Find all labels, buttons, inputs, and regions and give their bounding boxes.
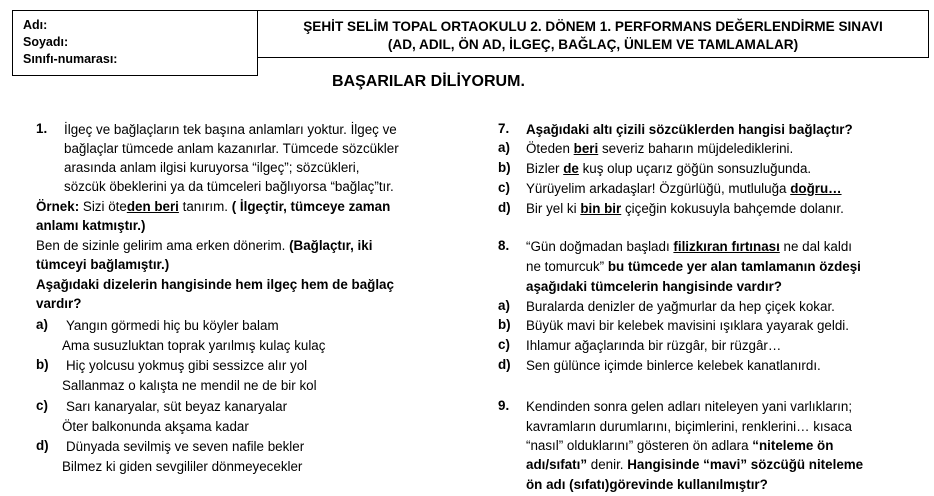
- option-letter: d): [498, 200, 511, 215]
- student-info-box: [12, 10, 258, 76]
- question-number: 1.: [36, 121, 48, 136]
- example-text: Ben de sizinle gelirim ama erken dönerim.: [36, 238, 290, 253]
- example-1: [36, 198, 390, 216]
- option-text: Öter balkonunda akşama kadar: [62, 419, 249, 434]
- question-number: 9.: [498, 398, 510, 413]
- option-text: Hiç yolcusu yokmuş gibi sessizce alır yol: [66, 358, 308, 373]
- option-text: Dünyada sevilmiş ve seven nafile bekler: [66, 439, 305, 454]
- q8-text-line: “Gün doğmadan başladı filizkıran fırtınası ne dal kaldı: [526, 239, 853, 254]
- q1-text-line: İlgeç ve bağlaçların tek başına anlamları yoktur. İlgeç ve: [64, 122, 397, 137]
- option-letter: c): [36, 398, 48, 413]
- option-text: Ihlamur ağaçlarında bir rüzgâr, bir rüzgâr…: [526, 338, 782, 353]
- option-text: Yangın görmedi hiç bu köyler balam: [66, 318, 279, 333]
- exam-subtitle: (AD, ADIL, ÖN AD, İLGEÇ, BAĞLAÇ, ÜNLEM VE TAMLAMALAR): [387, 37, 799, 52]
- example-text: Sizi öte: [79, 199, 127, 214]
- option-text: Yürüyelim arkadaşlar! Özgürlüğü, mutluluğa doğru…: [526, 181, 842, 196]
- example-2: [36, 237, 372, 255]
- question-number: 7.: [498, 121, 510, 136]
- exam-header-box: [257, 10, 929, 58]
- underlined-word: beri: [573, 141, 599, 156]
- exam-title: ŞEHİT SELİM TOPAL ORTAOKULU 2. DÖNEM 1. PERFORMANS DEĞERLENDİRME SINAVI: [303, 19, 883, 34]
- example-explanation: (Bağlaçtır, iki: [289, 238, 373, 253]
- q9-text-line: Kendinden sonra gelen adları niteleyen yani varlıkların;: [526, 399, 853, 414]
- q9-text-line: adı/sıfatı” denir. Hangisinde “mavi” sözcüğü niteleme: [526, 457, 864, 472]
- surname-label: Soyadı:: [23, 35, 69, 49]
- q1-question-line: vardır?: [36, 296, 82, 311]
- option-text: Buralarda denizler de yağmurlar da hep çiçek kokar.: [526, 299, 835, 314]
- option-text: Sen gülünce içimde binlerce kelebek kanatlanırdı.: [526, 358, 821, 373]
- q9-text-line: “nasıl” olduklarını” gösteren ön adlara “niteleme ön: [526, 438, 834, 453]
- q1-text-line: sözcük öbeklerini ya da tümceleri bağlıyorsa “bağlaç”tır.: [64, 179, 394, 194]
- underlined-word: doğru…: [790, 181, 842, 196]
- option-text: Bir yel ki bin bir çiçeğin kokusuyla bahçemde dolanır.: [526, 201, 844, 216]
- q9-text-line: kavramların durumlarını, biçimlerini, renklerini… kısaca: [526, 419, 852, 434]
- option-letter: c): [498, 337, 510, 352]
- q1-question-line: Aşağıdaki dizelerin hangisinde hem ilgeç hem de bağlaç: [36, 277, 394, 292]
- option-letter: b): [498, 160, 511, 175]
- option-text: Öteden beri severiz baharın müjdelediklerini.: [526, 141, 794, 156]
- q8-text-line: ne tomurcuk” bu tümcede yer alan tamlamanın özdeşi: [526, 259, 861, 274]
- option-letter: b): [498, 317, 511, 332]
- example-underlined: den beri: [126, 199, 179, 214]
- example-explanation-cont: tümceyi bağlamıştır.): [36, 257, 170, 272]
- q7-question: Aşağıdaki altı çizili sözcüklerden hangisi bağlaçtır?: [526, 122, 853, 137]
- option-text: Sallanmaz o kalışta ne mendil ne de bir kol: [62, 378, 317, 393]
- option-letter: a): [498, 140, 510, 155]
- q1-text-line: bağlaçlar tümcede anlam kazanırlar. Tümcede sözcükler: [64, 141, 399, 156]
- option-letter: a): [498, 298, 510, 313]
- option-letter: d): [498, 357, 511, 372]
- underlined-word: bin bir: [580, 201, 622, 216]
- class-label: Sınıfı-numarası:: [23, 52, 118, 66]
- option-text: Sarı kanaryalar, süt beyaz kanaryalar: [66, 399, 288, 414]
- good-luck-wish: BAŞARILAR DİLİYORUM.: [332, 73, 525, 90]
- q9-text-line: ön adı (sıfatı)görevinde kullanılmıştır?: [526, 477, 768, 492]
- option-text: Bizler de kuş olup uçarız göğün sonsuzluğunda.: [526, 161, 812, 176]
- example-label: Örnek:: [36, 199, 80, 214]
- option-letter: c): [498, 180, 510, 195]
- name-label: Adı:: [23, 18, 48, 32]
- example-text: tanırım.: [178, 199, 232, 214]
- example-explanation: ( İlgeçtir, tümceye zaman: [231, 199, 391, 214]
- underlined-word: de: [563, 161, 579, 176]
- underlined-phrase: filizkıran fırtınası: [673, 239, 780, 254]
- option-letter: b): [36, 357, 49, 372]
- option-text: Büyük mavi bir kelebek mavisini ışıklara yayarak geldi.: [526, 318, 849, 333]
- option-text: Bilmez ki giden sevgililer dönmeyecekler: [62, 459, 303, 474]
- option-text: Ama susuzluktan toprak yarılmış kulaç kulaç: [62, 338, 326, 353]
- question-number: 8.: [498, 238, 510, 253]
- option-letter: d): [36, 438, 49, 453]
- q1-text-line: arasında anlam ilgisi kuruyorsa “ilgeç”; sözcükleri,: [64, 160, 360, 175]
- option-letter: a): [36, 317, 48, 332]
- q8-text-line: aşağıdaki tümcelerin hangisinde vardır?: [526, 279, 782, 294]
- example-explanation-cont: anlamı katmıştır.): [36, 218, 146, 233]
